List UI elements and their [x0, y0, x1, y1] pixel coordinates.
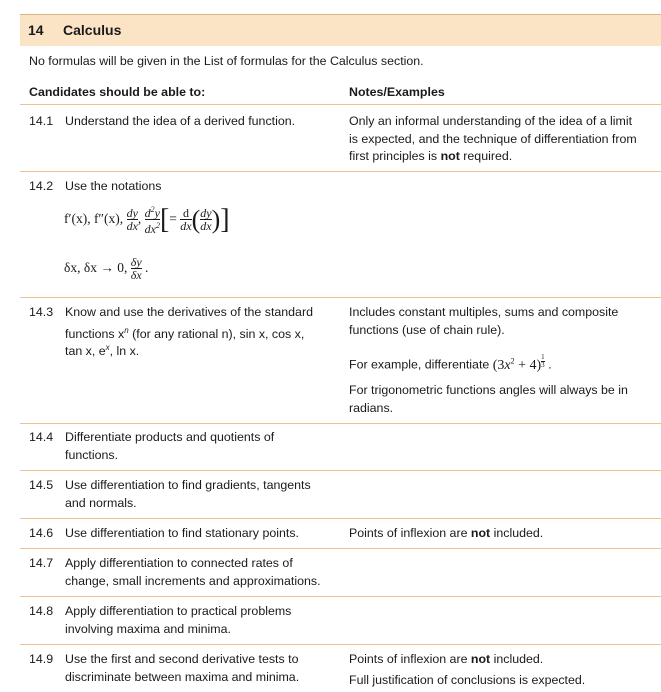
item-number: 14.7: [29, 556, 54, 570]
item-number: 14.5: [29, 478, 54, 492]
item-text: involving maxima and minima.: [65, 621, 231, 636]
item-number: 14.4: [29, 430, 54, 444]
item-note: For trigonometric functions angles will always be in: [349, 383, 628, 397]
item-note: Full justification of conclusions is expected.: [349, 673, 586, 687]
item-note: radians.: [349, 400, 394, 415]
item-number: 14.8: [29, 604, 54, 618]
section-intro: No formulas will be given in the List of formulas for the Calculus section.: [29, 54, 424, 68]
item-text: discriminate between maxima and minima.: [65, 669, 300, 684]
item-note: first principles is not required.: [349, 149, 513, 163]
item-text: Use differentiation to find gradients, tangents: [65, 478, 311, 492]
item-number: 14.3: [29, 305, 54, 319]
item-number: 14.6: [29, 526, 54, 540]
item-number: 14.1: [29, 114, 54, 128]
item-note: is expected, and the technique of differentiation from: [349, 131, 637, 146]
item-text: Use the notations: [65, 179, 162, 193]
item-text: Differentiate products and quotients of: [65, 430, 275, 444]
row-rule: [20, 470, 661, 471]
item-note: Includes constant multiples, sums and composite: [349, 305, 619, 319]
item-note: Points of inflexion are not included.: [349, 652, 544, 666]
item-note: functions (use of chain rule).: [349, 322, 505, 337]
item-text: Apply differentiation to practical problems: [65, 604, 292, 618]
section-title: Calculus: [63, 22, 122, 38]
header-rule: [20, 104, 661, 105]
derivative-notation: f′(x), f″(x), $\frac{dy}{dx}$ , $\frac{d^2y}{dx^2}$ [= $\frac{d}{dx}$ ( $\frac{dy}{dx}$ )]: [64, 203, 230, 237]
item-text: Use differentiation to find stationary points.: [65, 526, 299, 540]
item-note: Points of inflexion are not included.: [349, 526, 544, 540]
section-number: 14: [28, 22, 44, 38]
item-text: change, small increments and approximations.: [65, 573, 321, 588]
item-text: Know and use the derivatives of the standard: [65, 305, 313, 319]
item-note: Only an informal understanding of the idea of a limit: [349, 114, 633, 128]
item-note: For example, differentiate $(3x^2 + 4)$ $^{\frac{1}{3}}$ .: [349, 352, 552, 373]
row-rule: [20, 548, 661, 549]
row-rule: [20, 518, 661, 519]
section-header: [20, 14, 661, 46]
item-text: Understand the idea of a derived function.: [65, 114, 296, 128]
row-rule: [20, 596, 661, 597]
item-text: Use the first and second derivative tests to: [65, 652, 299, 666]
row-rule: [20, 171, 661, 172]
item-number: 14.2: [29, 179, 54, 193]
column-header-right: Notes/Examples: [349, 85, 445, 99]
row-rule: [20, 423, 661, 424]
column-header-left: Candidates should be able to:: [29, 85, 206, 99]
item-text: and normals.: [65, 495, 137, 510]
item-text: tan x, $e^x$, ln x.: [65, 343, 140, 359]
item-text: Apply differentiation to connected rates of: [65, 556, 293, 570]
item-text: functions $x^n$ (for any rational n), sin x, cos x,: [65, 325, 305, 341]
delta-notation: δx, δx → 0, $\frac{\delta y}{\delta x}$ .: [64, 255, 149, 283]
item-number: 14.9: [29, 652, 54, 666]
item-text: functions.: [65, 447, 119, 462]
row-rule: [20, 297, 661, 298]
row-rule: [20, 644, 661, 645]
